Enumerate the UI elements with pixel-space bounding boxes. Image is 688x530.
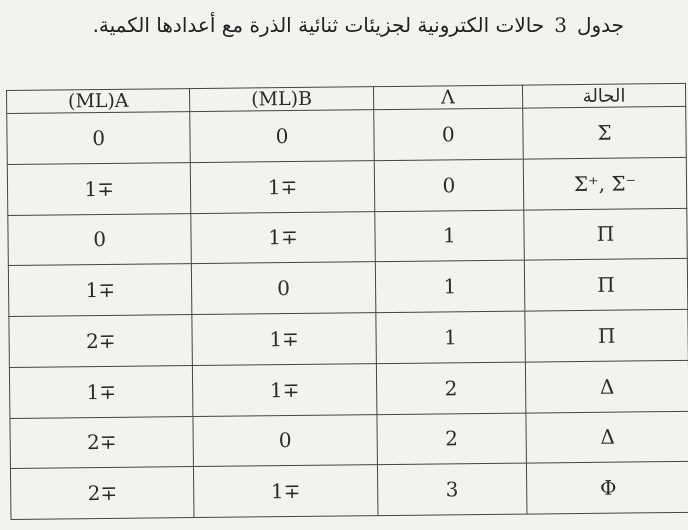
- cell-state: Π: [524, 208, 687, 260]
- cell-state: Σ⁺, Σ⁻: [523, 157, 686, 209]
- cell-lambda: 2: [377, 413, 527, 465]
- cell-ml-b: 1∓: [192, 313, 376, 366]
- cell-lambda: 0: [373, 108, 523, 160]
- table-row: [10, 462, 688, 520]
- cell-ml-b: 1∓: [191, 160, 375, 213]
- cell-lambda: 1: [375, 260, 525, 312]
- cell-lambda: 1: [376, 311, 526, 363]
- table-row: [7, 157, 686, 215]
- table-row: [9, 309, 688, 367]
- table-row: [7, 106, 686, 164]
- cell-state: Π: [525, 309, 688, 361]
- cell-lambda: 2: [376, 362, 526, 414]
- table-row: [8, 208, 687, 266]
- header-ml-b: (ML)B: [190, 87, 374, 112]
- cell-ml-a: 0: [8, 213, 192, 266]
- table-caption: [24, 10, 624, 40]
- cell-ml-b: 0: [193, 414, 377, 467]
- cell-ml-a: 2∓: [10, 467, 194, 520]
- cell-ml-a: 1∓: [8, 264, 192, 317]
- cell-ml-b: 0: [192, 262, 376, 315]
- cell-ml-b: 0: [190, 110, 374, 163]
- cell-state: Σ: [523, 106, 686, 158]
- header-state: الحالة: [523, 83, 686, 108]
- electronic-states-table: [6, 83, 688, 520]
- cell-lambda: 1: [374, 210, 524, 262]
- header-ml-a: (ML)A: [7, 89, 191, 114]
- header-lambda: Λ: [373, 85, 523, 110]
- cell-ml-b: 1∓: [194, 465, 378, 518]
- cell-lambda: 0: [374, 159, 524, 211]
- cell-ml-a: 1∓: [7, 162, 191, 215]
- cell-lambda: 3: [377, 463, 527, 515]
- cell-state: Δ: [525, 360, 688, 412]
- cell-state: Π: [524, 259, 687, 311]
- cell-ml-a: 2∓: [10, 416, 194, 469]
- cell-ml-b: 1∓: [191, 211, 375, 264]
- caption-text: حالات الكترونية لجزيئات ثنائية الذرة مع أعدادها الكمية.: [92, 13, 545, 37]
- table-row: [9, 360, 688, 418]
- table-row: [8, 259, 687, 317]
- caption-prefix: جدول: [576, 13, 624, 37]
- cell-state: Φ: [526, 462, 688, 514]
- cell-ml-a: 0: [7, 112, 191, 165]
- table-body: [7, 106, 688, 519]
- cell-ml-a: 2∓: [9, 315, 193, 368]
- cell-state: Δ: [526, 411, 688, 463]
- cell-ml-b: 1∓: [193, 363, 377, 416]
- table-row: [10, 411, 688, 469]
- cell-ml-a: 1∓: [9, 365, 193, 418]
- caption-number: 3: [554, 13, 567, 37]
